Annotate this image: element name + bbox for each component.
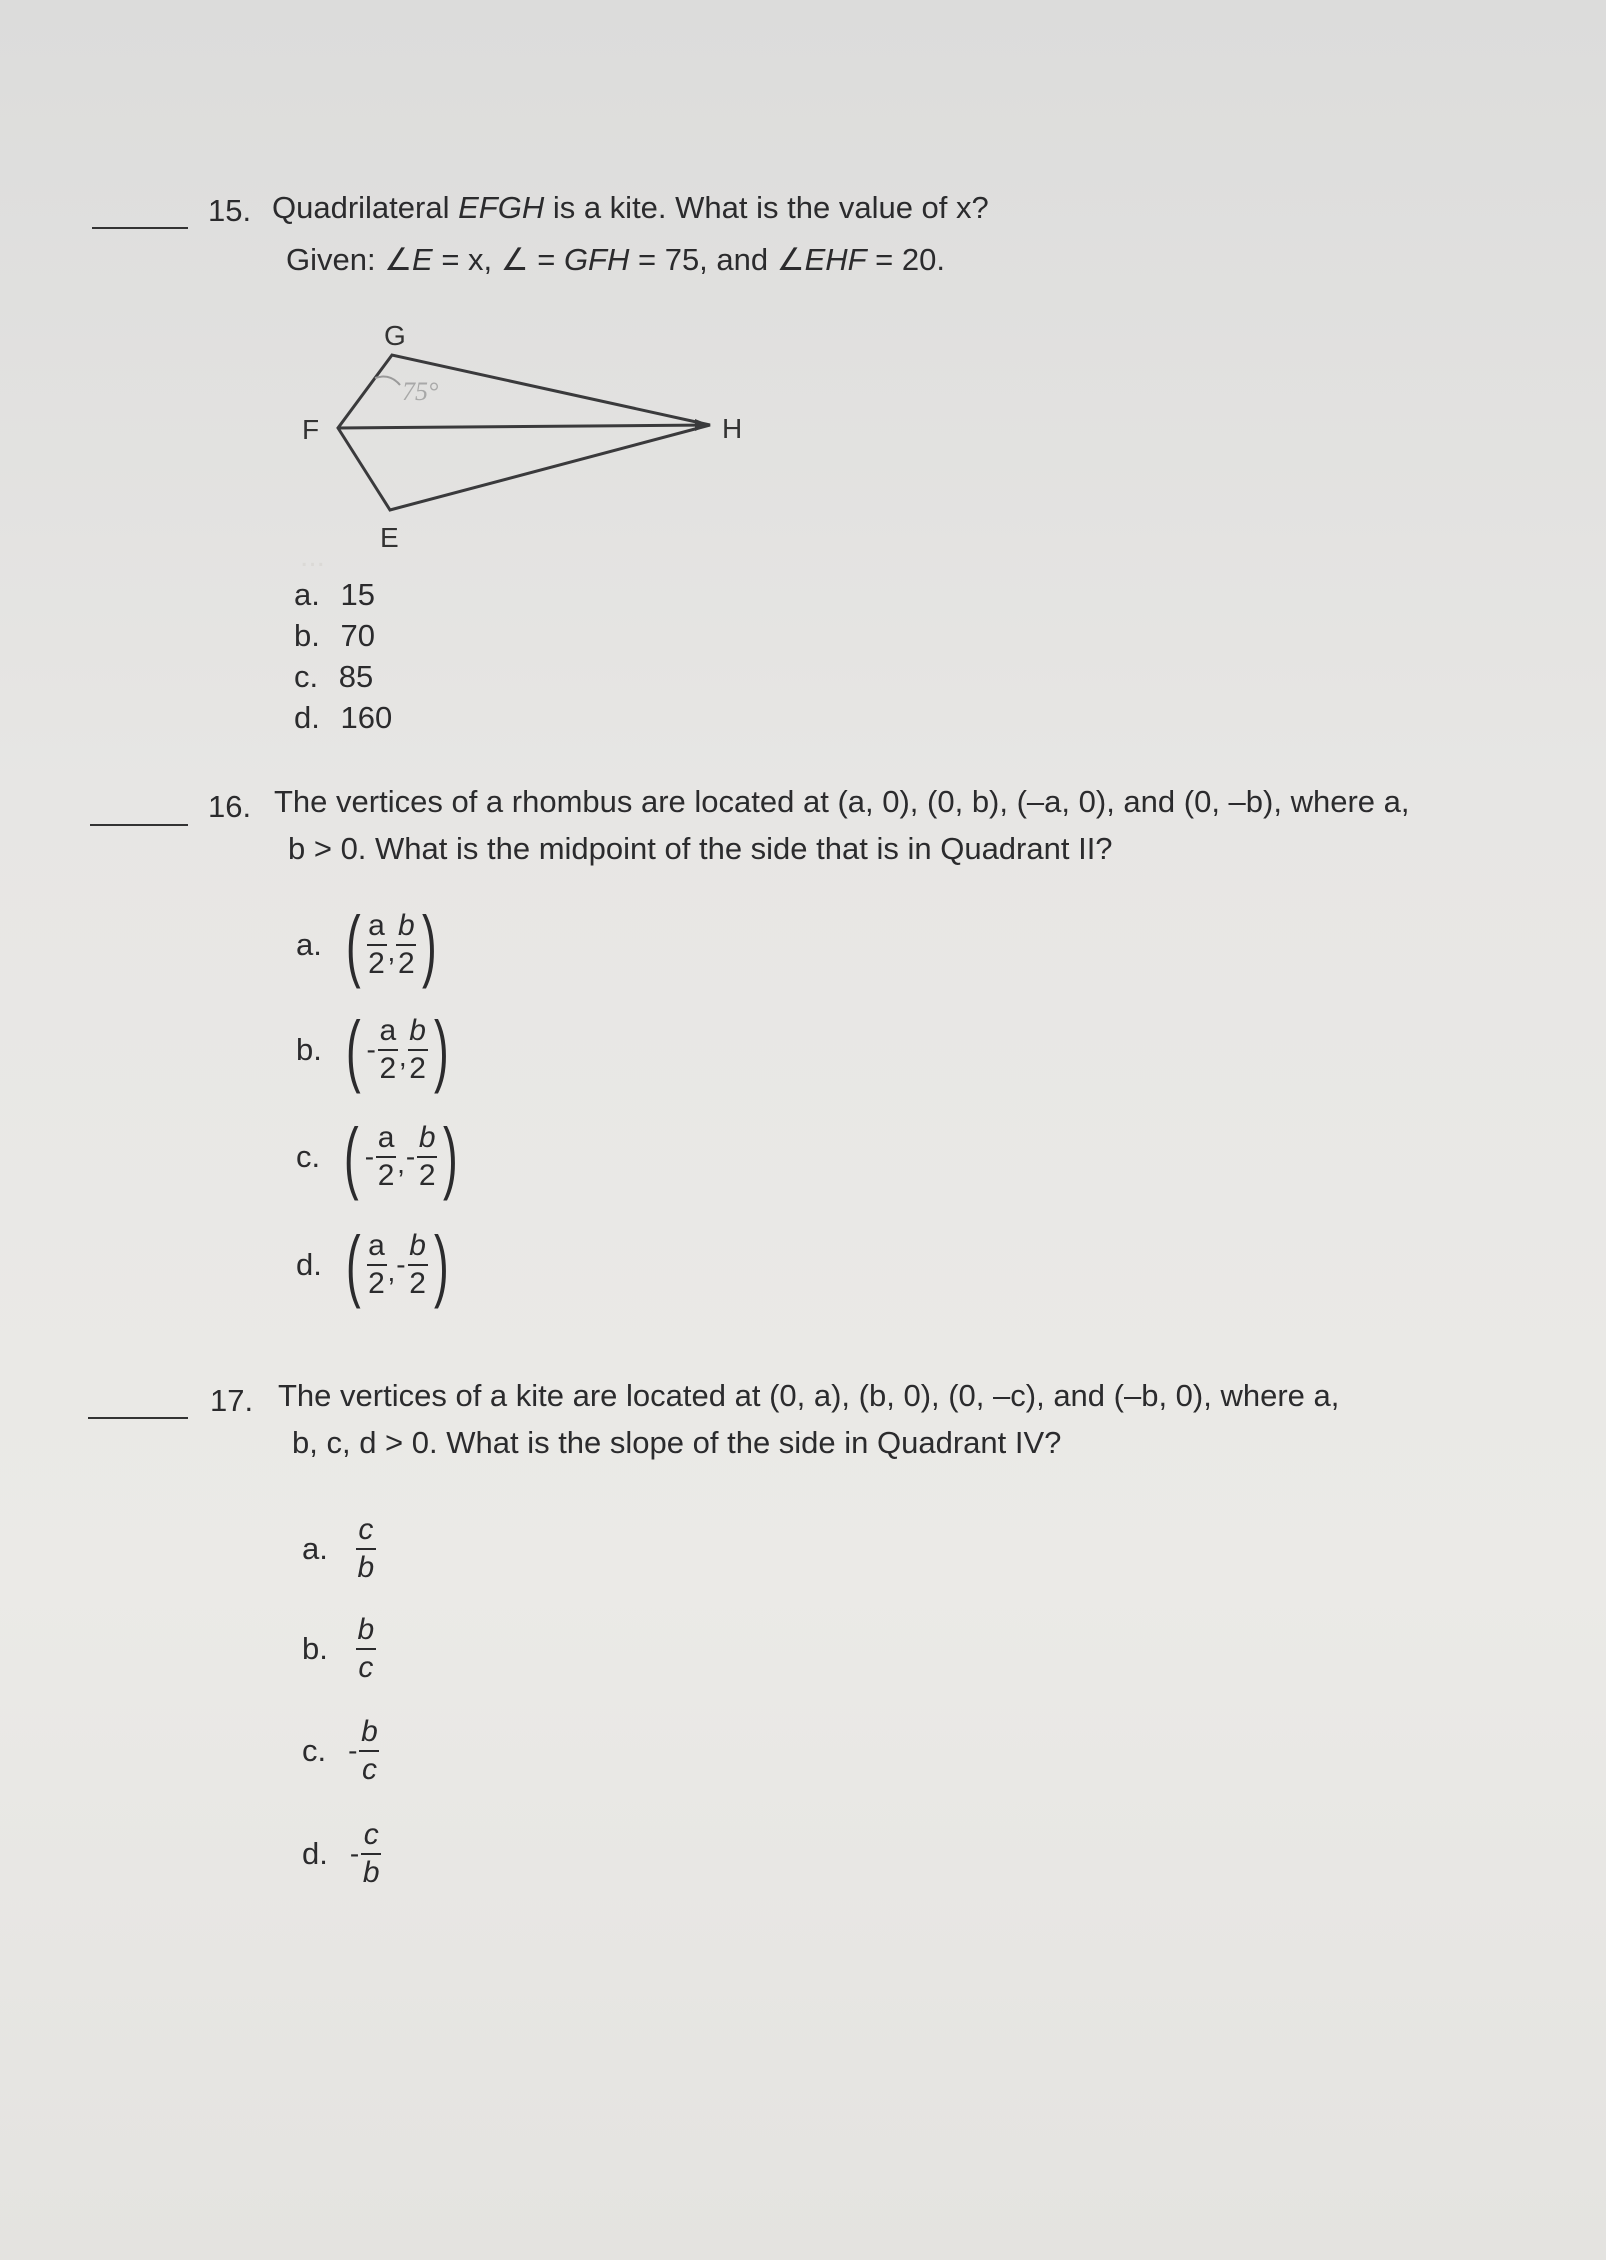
arrow-head-icon xyxy=(695,419,710,431)
answer-blank[interactable] xyxy=(90,824,188,826)
question-text: The vertices of a rhombus are located at (a, 0), (0, b), (–a, 0), and (0, –b), where a, xyxy=(274,784,1410,819)
label-h: H xyxy=(722,413,743,444)
option-d[interactable]: d. 160 xyxy=(294,700,393,735)
angle-icon: ∠ xyxy=(776,242,805,277)
option-a[interactable]: a. 15 xyxy=(294,577,375,612)
option-a[interactable]: a. $\frac{c}{b}$ xyxy=(302,1513,375,1584)
label-e: E xyxy=(380,522,399,553)
option-c[interactable]: c. 85 xyxy=(294,659,374,694)
diagonal-fh xyxy=(338,425,710,428)
question-text: Quadrilateral EFGH is a kite. What is the value of x? xyxy=(272,190,989,225)
question-text: The vertices of a kite are located at (0, a), (b, 0), (0, –c), and (–b, 0), where a, xyxy=(278,1378,1340,1413)
angle-icon: ∠ xyxy=(384,242,413,277)
question-number: 17. xyxy=(210,1383,254,1418)
label-f: F xyxy=(302,414,320,445)
kite-outline xyxy=(338,355,710,510)
kite-diagram xyxy=(290,305,810,565)
question-text-cont: b, c, d > 0. What is the slope of the side in Quadrant IV? xyxy=(292,1425,1062,1460)
angle-annotation: 75° xyxy=(402,377,439,406)
label-g: G xyxy=(384,320,406,351)
option-d[interactable]: d. - $\frac{c}{b}$ xyxy=(302,1818,380,1889)
angle-arc-g xyxy=(375,377,400,385)
option-c[interactable]: c. ( - $\frac{a}{2}$ , - $\frac{b}{2}$ ) xyxy=(296,1112,458,1201)
question-number: 16. xyxy=(208,789,252,824)
answer-blank[interactable] xyxy=(92,227,188,229)
answer-blank[interactable] xyxy=(88,1417,188,1419)
option-d[interactable]: d. ( $\frac{a}{2}$ , - $\frac{b}{2}$ ) xyxy=(296,1220,449,1309)
bleed-through-text: ... xyxy=(300,540,326,573)
option-b[interactable]: b. ( - $\frac{a}{2}$ , $\frac{b}{2}$ ) xyxy=(296,1005,449,1094)
given-text: Given: ∠E = x, ∠ = GFH = 75, and ∠EHF = 20. xyxy=(286,242,945,277)
option-b[interactable]: b. $\frac{b}{c}$ xyxy=(302,1613,375,1684)
question-number: 15. xyxy=(208,193,252,228)
question-text-cont: b > 0. What is the midpoint of the side that is in Quadrant II? xyxy=(288,831,1113,866)
option-b[interactable]: b. 70 xyxy=(294,618,375,653)
angle-icon: ∠ xyxy=(500,242,529,277)
option-a[interactable]: a. ( $\frac{a}{2}$ , $\frac{b}{2}$ ) xyxy=(296,900,437,989)
option-c[interactable]: c. - $\frac{b}{c}$ xyxy=(302,1715,378,1786)
